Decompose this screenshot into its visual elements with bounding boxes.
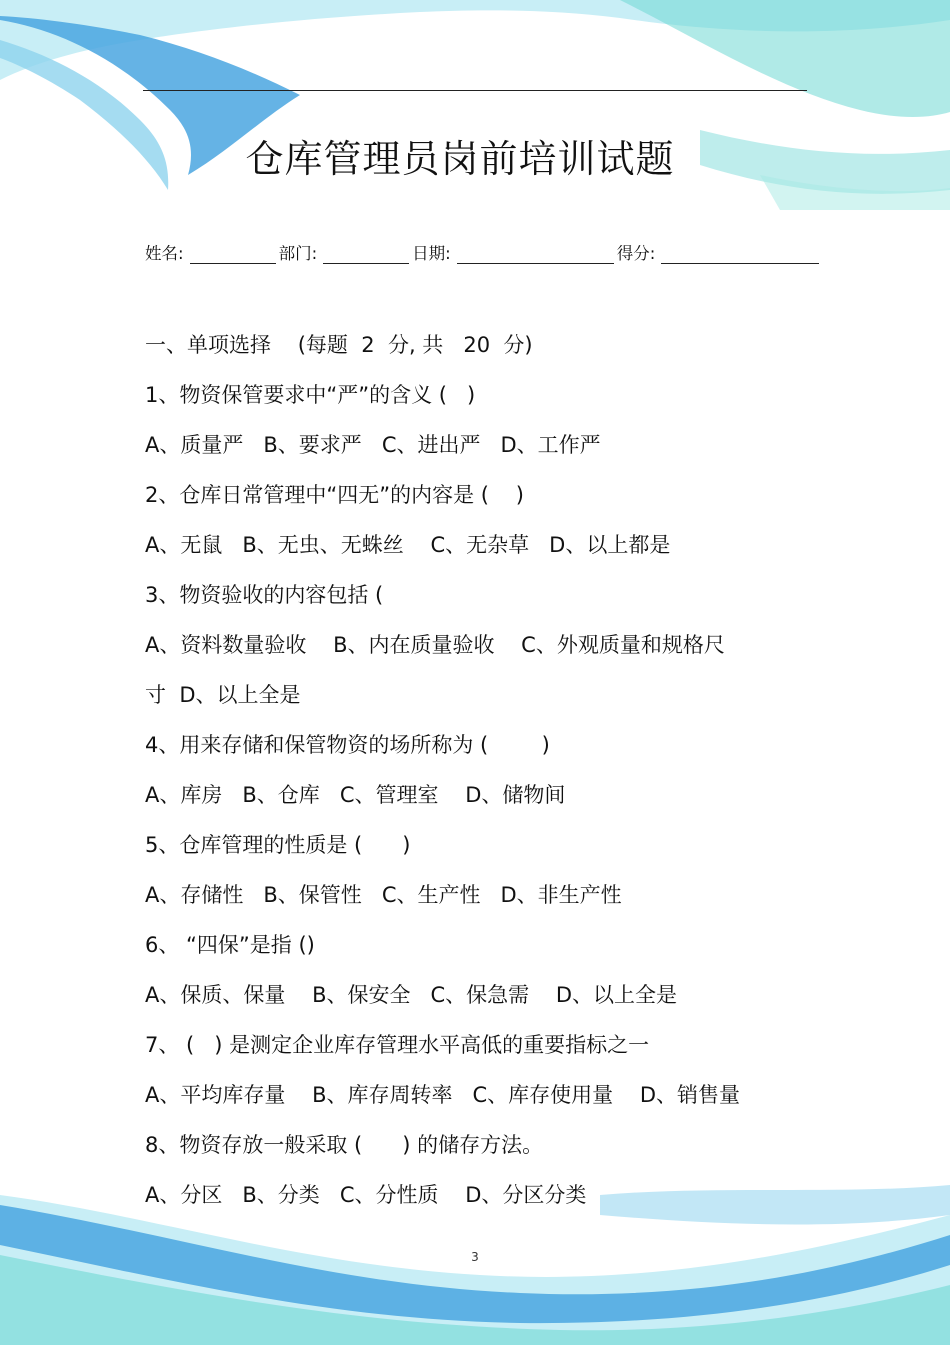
question-line: 7、 ( ) 是测定企业库存管理水平高低的重要指标之一: [145, 1033, 650, 1057]
options-line: A、存储性 B、保管性 C、生产性 D、非生产性: [145, 883, 622, 907]
header-rule: [143, 90, 807, 91]
options-line: A、分区 B、分类 C、分性质 D、分区分类: [145, 1183, 587, 1207]
options-line: A、保质、保量 B、保安全 C、保急需 D、以上全是: [145, 983, 678, 1007]
question-line: 8、物资存放一般采取 ( ) 的储存方法。: [145, 1133, 544, 1157]
question-line: 2、仓库日常管理中“四无”的内容是 ( ): [145, 483, 524, 507]
question-line: 6、 “四保”是指 (): [145, 933, 315, 957]
question-list: [145, 328, 845, 1228]
question-line: 4、用来存储和保管物资的场所称为 ( ): [145, 733, 550, 757]
question-line: 5、仓库管理的性质是 ( ): [145, 833, 411, 857]
section-heading: 一、单项选择 (每题 2 分, 共 20 分): [145, 333, 533, 357]
options-line: A、库房 B、仓库 C、管理室 D、储物间: [145, 783, 566, 807]
dept-label: 部门:: [278, 244, 318, 263]
date-blank: [457, 243, 614, 264]
options-line: A、平均库存量 B、库存周转率 C、库存使用量 D、销售量: [145, 1083, 741, 1107]
question-line: 1、物资保管要求中“严”的含义 ( ): [145, 383, 476, 407]
name-label: 姓名:: [145, 244, 184, 263]
options-line: 寸 D、以上全是: [145, 683, 301, 707]
question-line: 3、物资验收的内容包括 (: [145, 583, 384, 607]
options-line: A、无鼠 B、无虫、无蛛丝 C、无杂草 D、以上都是: [145, 533, 671, 557]
page-number: 3: [471, 1250, 479, 1264]
info-fields: [145, 240, 885, 264]
date-label: 日期:: [412, 244, 451, 263]
score-label: 得分:: [616, 244, 656, 263]
name-blank: [190, 243, 276, 264]
options-line: A、资料数量验收 B、内在质量验收 C、外观质量和规格尺: [145, 633, 725, 657]
dept-blank: [323, 243, 409, 264]
page-title: 仓库管理员岗前培训试题: [245, 137, 675, 181]
score-blank: [661, 243, 819, 264]
options-line: A、质量严 B、要求严 C、进出严 D、工作严: [145, 433, 601, 457]
